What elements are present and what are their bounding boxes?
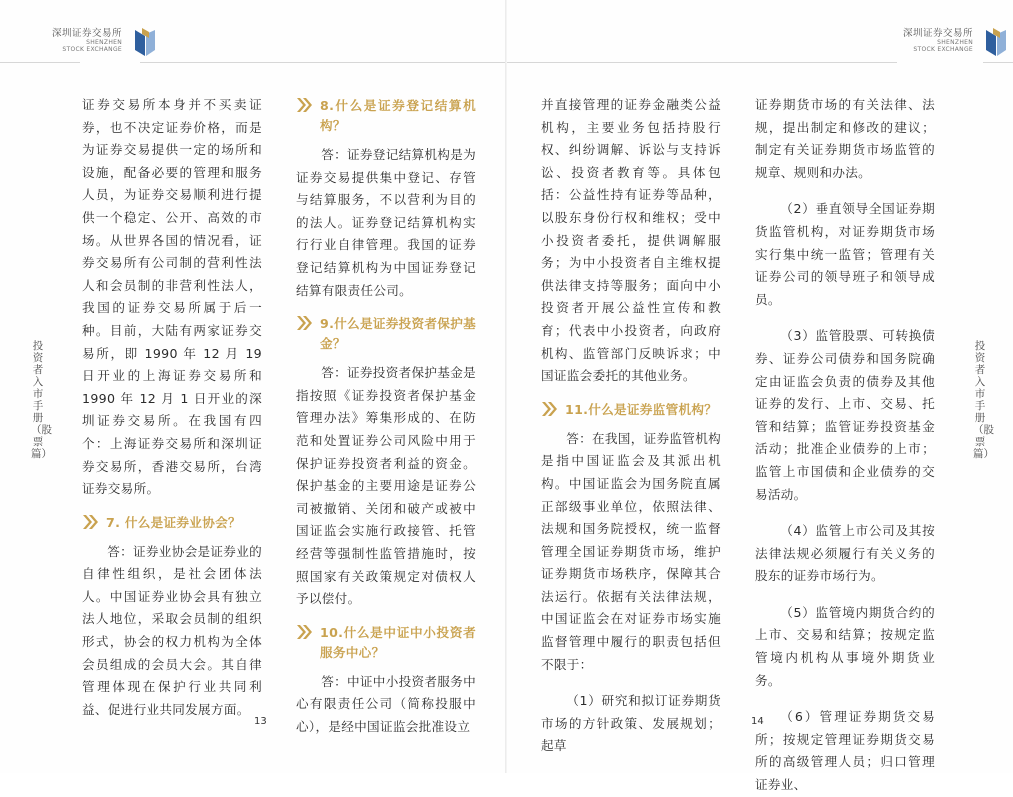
list-item: （3）监管股票、可转换债券、证券公司债券和国务院确定由证监会负责的债券及其他证券的发行、上市、交易、托管和结算；监管证券投资基金活动；批准企业债券的上市；监管上市国债和企业债券的交易活动。 (755, 328, 935, 502)
answer: 答：在我国，证券监管机构是指中国证监会及其派出机构。中国证监会为国务院直属正部级事业单位，依照法律、法规和国务院授权，统一监督管理全国证券期货市场，维护证券期货市场秩序，保障其合法运行。依据有关法律法规，中国证监会在对证券市场实施监督管理中履行的职责包括但不限于： (541, 430, 721, 672)
logo-cn: 深圳证券交易所 (903, 28, 974, 39)
paragraph: 证券交易所本身并不买卖证券，也不决定证券价格，而是为证券交易提供一定的场所和设施，配备必要的管理和服务人员，为证券交易顺利进行提供一个稳定、公开、高效的市场。从世界各国的情况看，证券交易所有公司制的营利性法人和会员制的非营利性法人，我国的证券交易所属于后一种。目前，大陆有两家证券交易所，即 1990 年 12 月 19 日开业的上海证券交易所和 1990 年 12 月 1 日开业的深圳证券交易所。在我国有四个：上海证券交易所和深圳证券交易所，香港交易所，台湾证券交易所。 (82, 97, 262, 497)
szse-logo-icon (983, 28, 1009, 62)
chevron-arrow-icon (82, 513, 100, 531)
list-item: （4）监管上市公司及其按法律法规必须履行有关义务的股东的证券市场行为。 (755, 523, 935, 584)
side-label: 投资者入市手册（股票篇） (973, 340, 994, 460)
list-item: （1）研究和拟订证券期货市场的方针政策、发展规划；起草 (541, 693, 721, 754)
page-number: 14 (751, 716, 764, 727)
answer: 答：证券投资者保护基金是指按照《证券投资者保护基金管理办法》筹集形成的、在防范和处置证券公司风险中用于保护证券投资者利益的资金。保护基金的主要用途是证券公司被撤销、关闭和破产或被中国证监会实施行政接管、托管经营等强制性监管措施时，按照国家有关政策规定对债权人予以偿付。 (296, 365, 476, 607)
logo-en-1: SHENZHEN (86, 39, 123, 46)
question-heading-10 (296, 623, 476, 663)
paragraph: 证券期货市场的有关法律、法规，提出制定和修改的建议；制定有关证券期货市场监管的规章、规则和办法。 (755, 97, 935, 180)
chevron-arrow-icon (296, 314, 314, 332)
question-heading-11 (541, 400, 721, 420)
question-heading-7 (82, 513, 262, 533)
logo-en-2: STOCK EXCHANGE (62, 46, 123, 53)
left-column-2 (296, 92, 476, 738)
question-text: 9.什么是证券投资者保护基金？ (320, 316, 476, 352)
question-text: 10.什么是中证中小投资者服务中心？ (320, 624, 476, 660)
page-number: 13 (254, 716, 267, 727)
list-item: （5）监管境内期货合约的上市、交易和结算；按规定监管境内机构从事境外期货业务。 (755, 604, 935, 688)
right-column-1 (541, 94, 721, 758)
szse-logo-icon (132, 28, 158, 62)
chevron-arrow-icon (296, 96, 314, 114)
question-text: 8.什么是证券登记结算机构？ (320, 98, 476, 133)
question-heading-9 (296, 314, 476, 354)
szse-logo (903, 28, 1009, 62)
question-text: 11.什么是证券监管机构？ (565, 401, 718, 417)
header-rule-right (140, 62, 506, 63)
header-rule (507, 62, 897, 63)
list-item: （6）管理证券期货交易所；按规定管理证券期货交易所的高级管理人员；归口管理证券业、 (755, 709, 935, 793)
szse-logo (52, 28, 158, 62)
header-rule (0, 62, 80, 63)
right-column-2 (755, 94, 935, 797)
logo-cn: 深圳证券交易所 (52, 28, 123, 39)
question-heading-8 (296, 96, 476, 136)
logo-en-2: STOCK EXCHANGE (913, 46, 974, 53)
chevron-arrow-icon (296, 623, 314, 641)
answer: 答：证券登记结算机构是为证券交易提供集中登记、存管与结算服务，不以营利为目的的法人。证券登记结算机构实行行业自律管理。我国的证券登记结算机构为中国证券登记结算有限责任公司。 (296, 147, 476, 298)
right-page (507, 0, 1013, 793)
left-page (0, 0, 506, 773)
chevron-arrow-icon (541, 400, 559, 418)
header-rule-right (983, 62, 1013, 63)
paragraph: 并直接管理的证券金融类公益机构，主要业务包括持股行权、纠纷调解、诉讼与支持诉讼、投资者教育等。具体包括：公益性持有证券等品种，以股东身份行权和维权；受中小投资者委托，提供调解服务；为中小投资者自主维权提供法律支持等服务；面向中小投资者开展公益性宣传和教育；代表中小投资者，向政府机构、监管部门反映诉求；中国证监会委托的其他业务。 (541, 97, 721, 384)
side-label: 投资者入市手册（股票篇） (31, 340, 52, 460)
logo-en-1: SHENZHEN (937, 39, 974, 46)
answer: 答：证券业协会是证券业的自律性组织，是社会团体法人。中国证券业协会具有独立法人地位，采取会员制的组织形式，协会的权力机构为全体会员组成的会员大会。其自律管理体现在保护行业共同利益、促进行业共同发展方面。 (82, 543, 262, 717)
list-item: （2）垂直领导全国证券期货监管机构，对证券期货市场实行集中统一监管；管理有关证券公司的领导班子和领导成员。 (755, 201, 935, 307)
question-text: 7. 什么是证券业协会？ (106, 514, 241, 530)
answer: 答：中证中小投资者服务中心有限责任公司（简称投服中心），是经中国证监会批准设立 (296, 673, 476, 734)
left-column-1 (82, 94, 262, 721)
